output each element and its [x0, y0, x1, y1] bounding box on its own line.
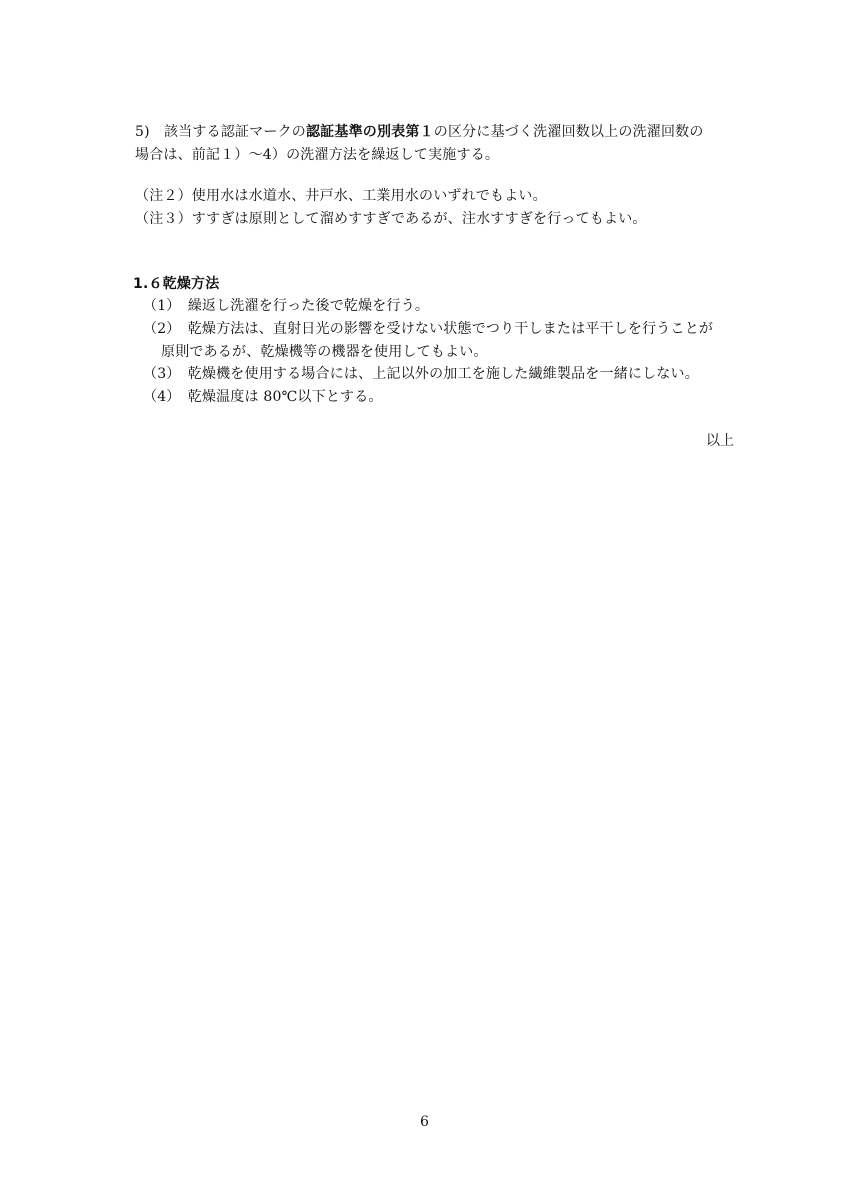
item-5-text-a: 5) 該当する認証マークの — [135, 124, 306, 140]
item-5-line-2: 場合は、前記１）〜4）の洗濯方法を繰返して実施する。 — [135, 147, 500, 163]
note-3: （注３）すすぎは原則として溜めすすぎであるが、注水すすぎを行ってもよい。 — [135, 211, 647, 227]
drying-item-2-continued: 原則であるが、乾燥機等の機器を使用してもよい。 — [161, 344, 488, 360]
item-5-text-b: の区分に基づく洗濯回数以上の洗濯回数の — [433, 124, 704, 140]
closing-mark: 以上 — [706, 433, 734, 449]
item-5-bold-text: 認証基準の別表第１ — [305, 124, 434, 140]
drying-item-3: （3） 乾燥機を使用する場合には、上記以外の加工を施した繊維製品を一緒にしない。 — [143, 366, 699, 382]
note-2: （注２）使用水は水道水、井戸水、工業用水のいずれでもよい。 — [135, 188, 547, 204]
drying-item-1: （1） 繰返し洗濯を行った後で乾燥を行う。 — [143, 298, 430, 314]
drying-item-4: （4） 乾燥温度は 80℃以下とする。 — [143, 389, 383, 405]
drying-item-2: （2） 乾燥方法は、直射日光の影響を受けない状態でつり干しまたは平干しを行うことが — [143, 321, 714, 337]
page-number: 6 — [420, 1114, 429, 1130]
item-5-line-1 — [135, 123, 704, 141]
section-heading: 1.６乾燥方法 — [133, 276, 220, 292]
